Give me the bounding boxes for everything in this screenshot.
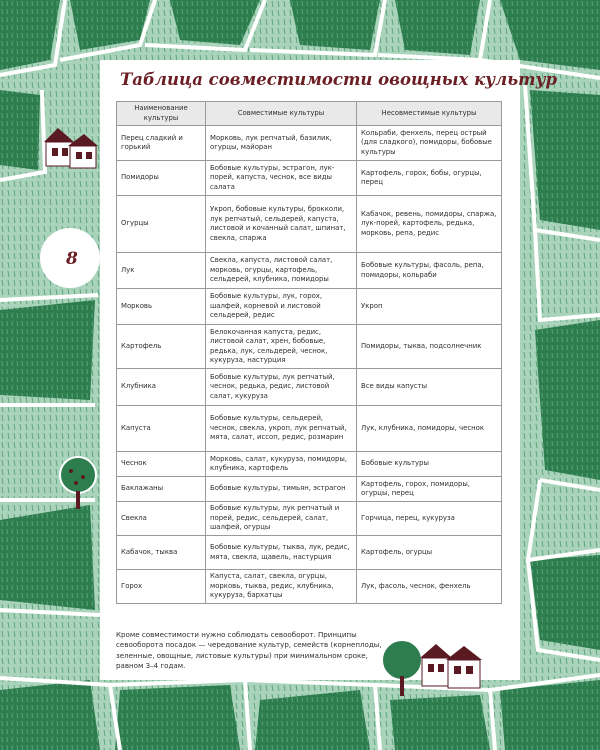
- header-incompatible: Несовместимые культуры: [357, 102, 502, 126]
- table-row: [117, 161, 502, 196]
- table-row: [117, 289, 502, 325]
- compatible-crops: Бобовые культуры, эстрагон, лук-порей, капуста, чеснок, все виды салата: [206, 161, 357, 196]
- compatible-crops: Белокочанная капуста, редис, листовой салат, хрен, бобовые, редька, лук, сельдерей, чеснок, кукуруза, настурция: [206, 325, 357, 369]
- compatibility-table: [116, 101, 502, 604]
- compatible-crops: Бобовые культуры, сельдерей, чеснок, свекла, укроп, лук репчатый, мята, салат, иссоп, редис, розмарин: [206, 406, 357, 452]
- table-row: [117, 502, 502, 536]
- compatible-crops: Бобовые культуры, тыква, лук, редис, мята, свекла, щавель, настурция: [206, 536, 357, 570]
- crop-name: Кабачок, тыква: [117, 536, 206, 570]
- crop-name: Баклажаны: [117, 477, 206, 502]
- table-row: [117, 196, 502, 253]
- header-compatible: Совместимые культуры: [206, 102, 357, 126]
- crop-name: Лук: [117, 253, 206, 289]
- page-title: Таблица совместимости овощных культур: [120, 70, 557, 89]
- compatible-crops: Свекла, капуста, листовой салат, морковь, огурцы, картофель, сельдерей, клубника, помидоры: [206, 253, 357, 289]
- header-crop-name: Наименование культуры: [117, 102, 206, 126]
- incompatible-crops: Картофель, огурцы: [357, 536, 502, 570]
- incompatible-crops: Укроп: [357, 289, 502, 325]
- compatible-crops: Бобовые культуры, лук репчатый, чеснок, редька, редис, листовой салат, кукуруза: [206, 369, 357, 406]
- page-number: 8: [66, 249, 78, 269]
- crop-name: Чеснок: [117, 452, 206, 477]
- table-row: [117, 570, 502, 604]
- crop-name: Горох: [117, 570, 206, 604]
- table-row: [117, 406, 502, 452]
- compatible-crops: Бобовые культуры, лук репчатый и порей, редис, сельдерей, салат, шалфей, огурцы: [206, 502, 357, 536]
- incompatible-crops: Лук, клубника, помидоры, чеснок: [357, 406, 502, 452]
- incompatible-crops: Бобовые культуры, фасоль, репа, помидоры, кольраби: [357, 253, 502, 289]
- compatible-crops: Морковь, салат, кукуруза, помидоры, клубника, картофель: [206, 452, 357, 477]
- incompatible-crops: Все виды капусты: [357, 369, 502, 406]
- incompatible-crops: Помидоры, тыква, подсолнечник: [357, 325, 502, 369]
- table-row: [117, 452, 502, 477]
- crop-name: Перец сладкий и горький: [117, 126, 206, 161]
- incompatible-crops: Кабачок, ревень, помидоры, спаржа, лук-порей, картофель, редька, морковь, репа, редис: [357, 196, 502, 253]
- compatible-crops: Укроп, бобовые культуры, брокколи, лук репчатый, сельдерей, капуста, листовой и кочанный салат, шпинат, свекла, спаржа: [206, 196, 357, 253]
- table-row: [117, 536, 502, 570]
- incompatible-crops: Картофель, горох, бобы, огурцы, перец: [357, 161, 502, 196]
- table-row: [117, 369, 502, 406]
- crop-name: Свекла: [117, 502, 206, 536]
- table-row: [117, 325, 502, 369]
- compatible-crops: Морковь, лук репчатый, базилик, огурцы, майоран: [206, 126, 357, 161]
- incompatible-crops: Картофель, горох, помидоры, огурцы, перец: [357, 477, 502, 502]
- crop-name: Клубника: [117, 369, 206, 406]
- compatible-crops: Бобовые культуры, тимьян, эстрагон: [206, 477, 357, 502]
- table-header-row: [117, 102, 502, 126]
- crop-name: Помидоры: [117, 161, 206, 196]
- tree-illustration: [56, 455, 100, 511]
- table-row: [117, 126, 502, 161]
- crop-name: Огурцы: [117, 196, 206, 253]
- compatible-crops: Бобовые культуры, лук, горох, шалфей, корневой и листовой сельдерей, редис: [206, 289, 357, 325]
- table-row: [117, 253, 502, 289]
- incompatible-crops: Бобовые культуры: [357, 452, 502, 477]
- crop-name: Капуста: [117, 406, 206, 452]
- house-illustration: [380, 636, 520, 698]
- crop-name: Картофель: [117, 325, 206, 369]
- crop-rotation-note: Кроме совместимости нужно соблюдать севооборот. Принципы севооборота посадок — чередование культур, семейств (корнеплоды, зеленные, овощные, листовые культуры) при минимальном сроке, равном 3–4 годам.: [116, 630, 382, 670]
- incompatible-crops: Кольраби, фенхель, перец острый (для сладкого), помидоры, бобовые культуры: [357, 126, 502, 161]
- house-illustration: [38, 124, 100, 174]
- incompatible-crops: Горчица, перец, кукуруза: [357, 502, 502, 536]
- table-row: [117, 477, 502, 502]
- incompatible-crops: Лук, фасоль, чеснок, фенхель: [357, 570, 502, 604]
- crop-name: Морковь: [117, 289, 206, 325]
- compatible-crops: Капуста, салат, свекла, огурцы, морковь, тыква, редис, клубника, кукуруза, бархатцы: [206, 570, 357, 604]
